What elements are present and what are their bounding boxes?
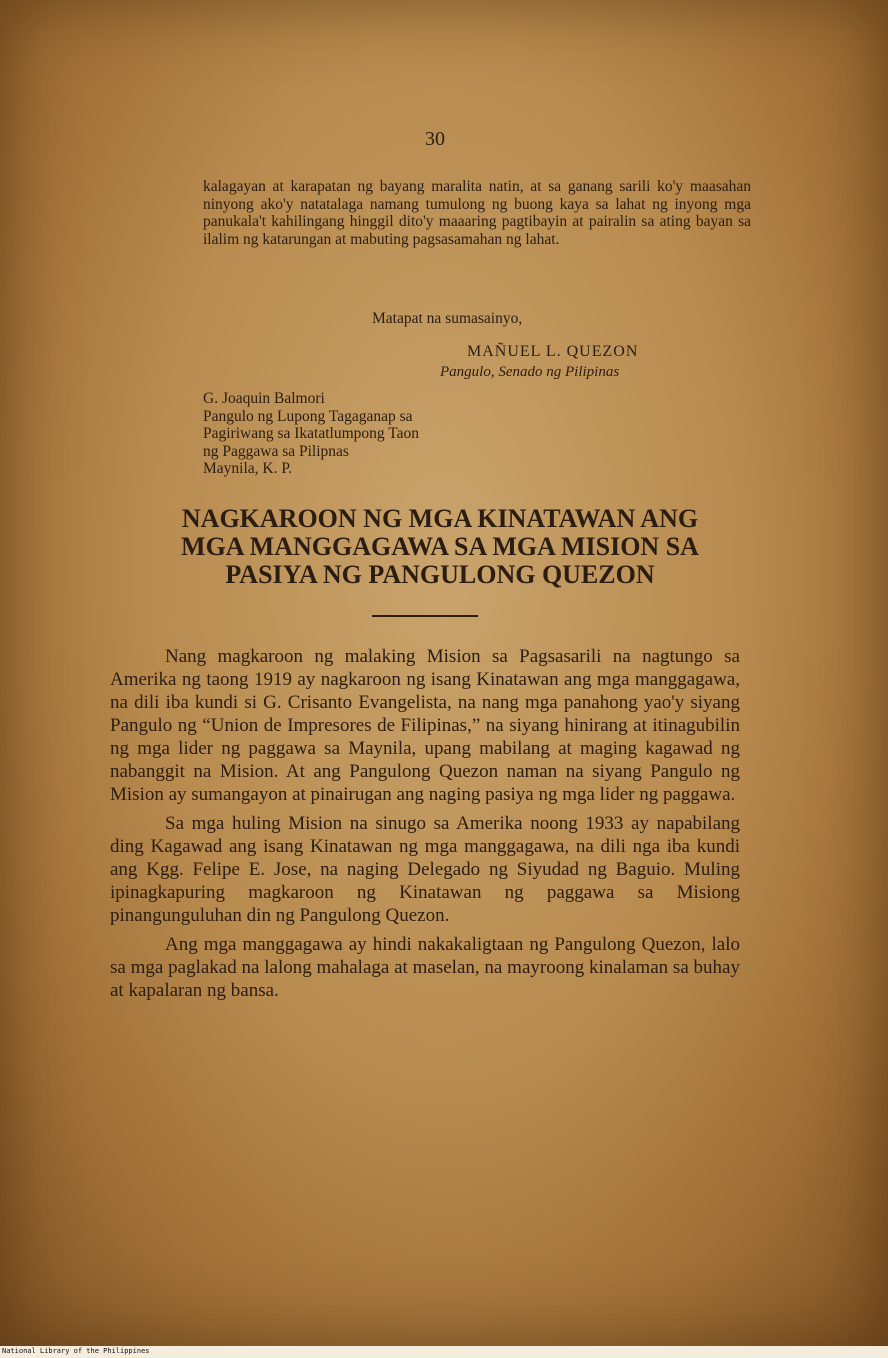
heading-line: NAGKAROON NG MGA KINATAWAN ANG xyxy=(181,504,699,533)
article-paragraph: Sa mga huling Mision na sinugo sa Amerika noong 1933 ay napabilang ding Kagawad ang isang Kinatawan ng mga manggagawa, na dili nga iba kundi ang Kgg. Felipe E. Jose, na naging Delegado ng Siyudad ng Baguio. Muling ipinagkapuring magkaroon ng Kinatawan ng paggawa sa Misiong pinangunguluhan din ng Pangulong Quezon. xyxy=(110,813,740,926)
article-paragraph: Nang magkaroon ng malaking Mision sa Pagsasarili na nagtungo sa Amerika ng taong 1919 ay nagkaroon ng isang Kinatawan ang mga manggagawa, na dili iba kundi si G. Crisanto Evangelista, na nang mga panahong yao'y siyang Pangulo ng “Union de Impresores de Filipinas,” na siyang hinirang at itinagubilin ng mga lider ng paggawa sa Maynila, upang mabilang at maging kagawad ng nabanggit na Mision. At ang Pangulong Quezon naman na siyang Pangulo ng Mision ay sumangayon at pinairugan ang naging pasiya ng mga lider ng paggawa. xyxy=(110,646,740,805)
heading-line: PASIYA NG PANGULONG QUEZON xyxy=(225,560,655,589)
address-line: Pangulo ng Lupong Tagaganap sa xyxy=(203,407,413,425)
heading-divider xyxy=(372,615,478,617)
article-paragraph: Ang mga manggagawa ay hindi nakakaligtaan ng Pangulong Quezon, lalo sa mga paglakad na lalong mahalaga at maselan, na mayroong kinalaman sa buhay at kapalaran ng bansa. xyxy=(110,934,740,1001)
section-heading xyxy=(90,505,790,589)
footer-credit: National Library of the Philippines xyxy=(2,1347,150,1355)
address-line: Maynila, K. P. xyxy=(203,460,293,477)
address-line: Pagiriwang sa Ikatatlumpong Taon xyxy=(203,425,420,442)
page-number: 30 xyxy=(425,128,445,150)
signature-name: MAÑUEL L. QUEZON xyxy=(467,343,639,360)
recipient-address xyxy=(203,390,563,478)
letter-closing: Matapat na sumasainyo, xyxy=(372,310,523,327)
article-body xyxy=(110,645,740,1008)
heading-line: MGA MANGGAGAWA SA MGA MISION SA xyxy=(181,532,699,561)
signature-title: Pangulo, Senado ng Pilipinas xyxy=(440,364,620,380)
address-line: G. Joaquin Balmori xyxy=(203,390,325,407)
address-line: ng Paggawa sa Pilipnas xyxy=(203,442,349,460)
letter-body: kalagayan at karapatan ng bayang maralita natin, at sa ganang sarili ko'y maasahan ninyong ako'y natatalaga namang tumulong ng buong kaya sa lahat ng inyong mga panukala't kahilingang hinggil dito'y maaaring pagtibayin at pairalin sa ating bayan sa ilalim ng katarungan at mabuting pagsasamahan ng lahat. xyxy=(203,178,751,248)
